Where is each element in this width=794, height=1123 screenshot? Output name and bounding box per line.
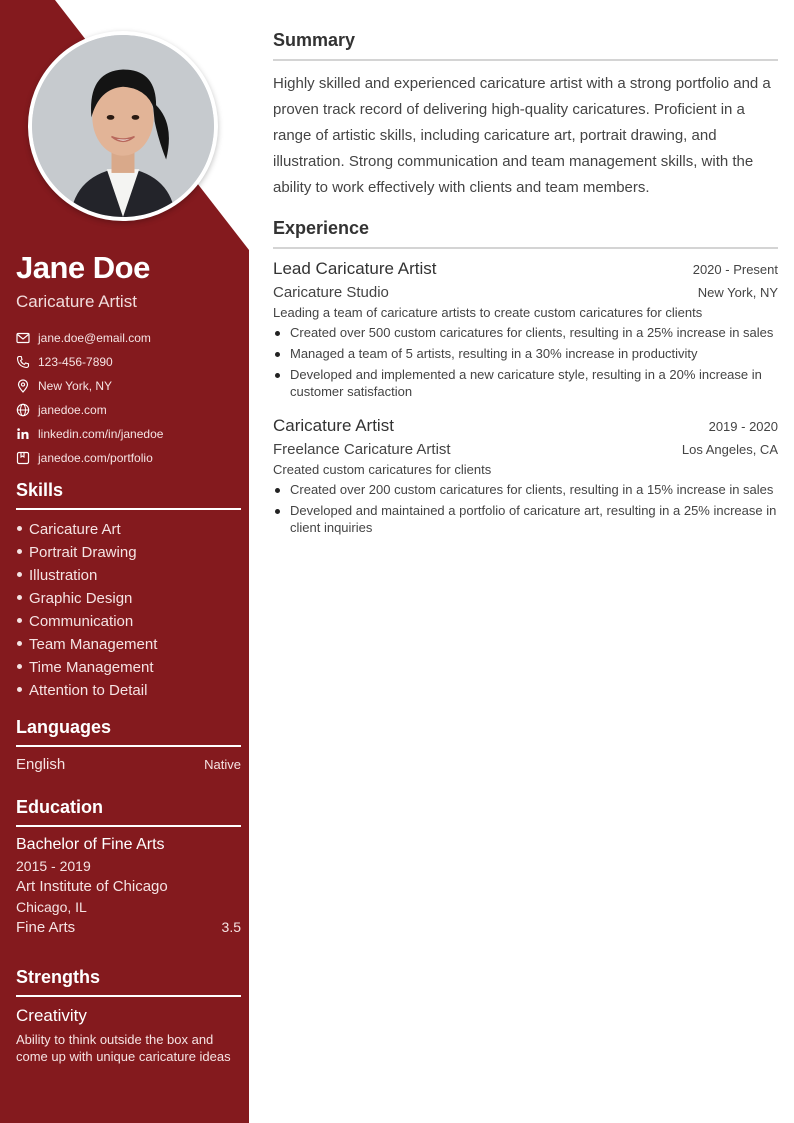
bullet-icon <box>17 641 22 646</box>
skill-label: Time Management <box>29 659 154 676</box>
skill-item <box>16 656 241 679</box>
skill-item <box>16 564 241 587</box>
education-years: 2015 - 2019 <box>16 858 91 874</box>
candidate-title: Caricature Artist <box>16 292 137 311</box>
job-bullet: Created over 500 custom caricatures for clients, resulting in a 25% increase in sales <box>273 324 778 341</box>
contact-email[interactable] <box>16 326 241 350</box>
location-icon <box>16 379 30 393</box>
job-description: Leading a team of caricature artists to create custom caricatures for clients <box>273 305 703 320</box>
bullet-icon <box>17 595 22 600</box>
bullet-icon <box>17 526 22 531</box>
strength-title: Creativity <box>16 1006 87 1025</box>
contact-phone[interactable] <box>16 350 241 374</box>
contact-phone-text: 123-456-7890 <box>38 355 113 369</box>
language-level: Native <box>204 757 241 772</box>
education-field-row <box>16 919 241 936</box>
contact-linkedin[interactable] <box>16 422 241 446</box>
linkedin-icon <box>16 427 30 441</box>
bullet-icon <box>17 664 22 669</box>
strengths-section <box>16 967 241 1065</box>
job-company: Caricature Studio <box>273 284 389 301</box>
summary-heading: Summary <box>273 30 778 61</box>
main-content <box>273 30 778 540</box>
skill-label: Graphic Design <box>29 590 133 607</box>
globe-icon <box>16 403 30 417</box>
job-description: Created custom caricatures for clients <box>273 462 492 477</box>
education-section <box>16 797 241 936</box>
job-bullet: Created over 200 custom caricatures for clients, resulting in a 15% increase in sales <box>273 481 778 498</box>
candidate-name: Jane Doe <box>16 250 150 285</box>
languages-heading: Languages <box>16 717 241 747</box>
strengths-heading: Strengths <box>16 967 241 997</box>
job-dates: 2020 - Present <box>692 262 778 277</box>
contact-email-text: jane.doe@email.com <box>38 331 151 345</box>
education-gpa: 3.5 <box>221 919 241 935</box>
contact-list <box>16 326 241 470</box>
bullet-icon <box>17 549 22 554</box>
job-bullets <box>273 481 778 536</box>
phone-icon <box>16 355 30 369</box>
summary-section <box>273 30 778 201</box>
job-entry <box>273 416 778 536</box>
bullet-icon <box>17 687 22 692</box>
education-degree: Bachelor of Fine Arts <box>16 836 165 853</box>
job-entry <box>273 259 778 400</box>
job-location: New York, NY <box>697 285 778 300</box>
languages-section <box>16 717 241 773</box>
job-dates: 2019 - 2020 <box>708 419 778 434</box>
contact-location-text: New York, NY <box>38 379 113 393</box>
job-location: Los Angeles, CA <box>681 442 778 457</box>
contact-portfolio[interactable] <box>16 446 241 470</box>
job-bullet: Developed and implemented a new caricature style, resulting in a 20% increase in customer satisfaction <box>273 366 778 400</box>
skills-section <box>16 480 241 702</box>
skills-list <box>16 518 241 702</box>
email-icon <box>16 331 30 345</box>
skill-item <box>16 587 241 610</box>
education-heading: Education <box>16 797 241 827</box>
experience-section <box>273 218 778 536</box>
education-school: Art Institute of Chicago <box>16 878 168 895</box>
sidebar <box>0 0 249 1123</box>
skill-item <box>16 679 241 702</box>
skill-label: Attention to Detail <box>29 682 148 699</box>
skill-label: Illustration <box>29 567 98 584</box>
job-company: Freelance Caricature Artist <box>273 441 451 458</box>
skill-item <box>16 541 241 564</box>
bullet-icon <box>17 572 22 577</box>
education-location: Chicago, IL <box>16 899 87 915</box>
bullet-icon <box>17 618 22 623</box>
contact-website[interactable] <box>16 398 241 422</box>
skills-heading: Skills <box>16 480 241 510</box>
job-bullets <box>273 324 778 400</box>
skill-item <box>16 633 241 656</box>
skill-item <box>16 518 241 541</box>
job-bullet: Developed and maintained a portfolio of caricature art, resulting in a 25% increase in client inquiries <box>273 502 778 536</box>
job-bullet: Managed a team of 5 artists, resulting in a 30% increase in productivity <box>273 345 778 362</box>
profile-photo-illustration <box>32 35 214 217</box>
skill-item <box>16 610 241 633</box>
job-role: Caricature Artist <box>273 416 394 435</box>
skill-label: Team Management <box>29 636 158 653</box>
education-field: Fine Arts <box>16 919 76 936</box>
contact-portfolio-text: janedoe.com/portfolio <box>38 451 153 465</box>
skill-label: Portrait Drawing <box>29 544 137 561</box>
skill-label: Caricature Art <box>29 521 121 538</box>
skill-label: Communication <box>29 613 134 630</box>
language-name: English <box>16 756 66 773</box>
contact-linkedin-text: linkedin.com/in/janedoe <box>38 427 164 441</box>
contact-website-text: janedoe.com <box>38 403 107 417</box>
portfolio-icon <box>16 451 30 465</box>
language-item <box>16 756 241 773</box>
job-role: Lead Caricature Artist <box>273 259 437 278</box>
experience-heading: Experience <box>273 218 778 249</box>
contact-location <box>16 374 241 398</box>
profile-photo <box>28 31 218 221</box>
strength-description: Ability to think outside the box and come up with unique caricature ideas <box>16 1032 231 1064</box>
summary-text: Highly skilled and experienced caricature artist with a strong portfolio and a proven track record of delivering high-quality caricatures. Proficient in a range of artistic skills, including caricature art, portrait drawing, and illustration. Strong communication and team management skills, with the ability to work effectively with clients and team members. <box>273 75 771 196</box>
